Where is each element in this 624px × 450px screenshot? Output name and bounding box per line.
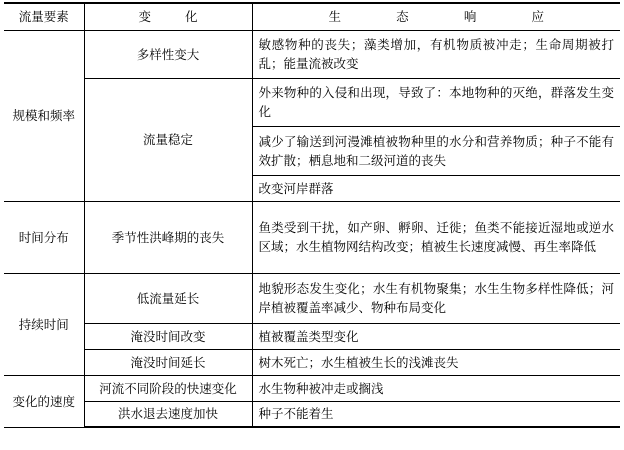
header-response-char: 应 xyxy=(531,9,544,25)
response-cell: 地貌形态发生变化；水生有机物聚集；水生生物多样性降低；河岸植被覆盖率减少、物种布局变化 xyxy=(252,273,620,323)
response-cell: 树木死亡；水生植被生长的浅滩丧失 xyxy=(252,349,620,375)
header-change xyxy=(84,3,252,30)
table-row xyxy=(4,273,620,323)
table-row xyxy=(4,323,620,349)
response-cell: 外来物种的入侵和出现，导致了：本地物种的灭绝，群落发生变化 xyxy=(252,78,620,126)
table-row xyxy=(4,201,620,273)
flow-element-cell: 时间分布 xyxy=(4,201,84,273)
header-response-char: 态 xyxy=(396,9,409,25)
response-cell: 鱼类受到干扰，如产卵、孵卵、迁徙；鱼类不能接近湿地或逆水区域；水生植物网结构改变；植被生长速度减慢、再生率降低 xyxy=(252,201,620,273)
table-header-row xyxy=(4,3,620,30)
response-cell: 改变河岸群落 xyxy=(252,175,620,201)
change-cell: 淹没时间改变 xyxy=(84,323,252,349)
header-ecological-response xyxy=(252,3,620,30)
header-change-char: 化 xyxy=(184,9,198,25)
response-cell: 植被覆盖类型变化 xyxy=(252,323,620,349)
change-cell: 多样性变大 xyxy=(84,30,252,78)
change-cell: 淹没时间延长 xyxy=(84,349,252,375)
header-change-char: 变 xyxy=(138,9,152,25)
header-response-char: 生 xyxy=(328,9,342,25)
change-cell: 流量稳定 xyxy=(84,78,252,201)
change-cell: 河流不同阶段的快速变化 xyxy=(84,375,252,401)
change-cell: 低流量延长 xyxy=(84,273,252,323)
table-row xyxy=(4,401,620,427)
response-cell: 减少了输送到河漫滩植被物种里的水分和营养物质；种子不能有效扩散；栖息地和二级河道的丧失 xyxy=(252,126,620,175)
table-row xyxy=(4,375,620,401)
change-cell: 季节性洪峰期的丧失 xyxy=(84,201,252,273)
flow-element-cell: 变化的速度 xyxy=(4,375,84,427)
table-row xyxy=(4,30,620,78)
table-row xyxy=(4,78,620,126)
header-flow-element: 流量要素 xyxy=(4,3,84,30)
response-cell: 种子不能着生 xyxy=(252,401,620,427)
response-cell: 水生物种被冲走或搁浅 xyxy=(252,375,620,401)
header-response-char: 响 xyxy=(463,9,477,25)
table-row xyxy=(4,349,620,375)
change-cell: 洪水退去速度加快 xyxy=(84,401,252,427)
flow-element-cell: 持续时间 xyxy=(4,273,84,375)
flow-ecology-table xyxy=(4,2,620,428)
response-cell: 敏感物种的丧失；藻类增加，有机物质被冲走；生命周期被打乱；能量流被改变 xyxy=(252,30,620,78)
flow-element-cell: 规模和频率 xyxy=(4,30,84,201)
